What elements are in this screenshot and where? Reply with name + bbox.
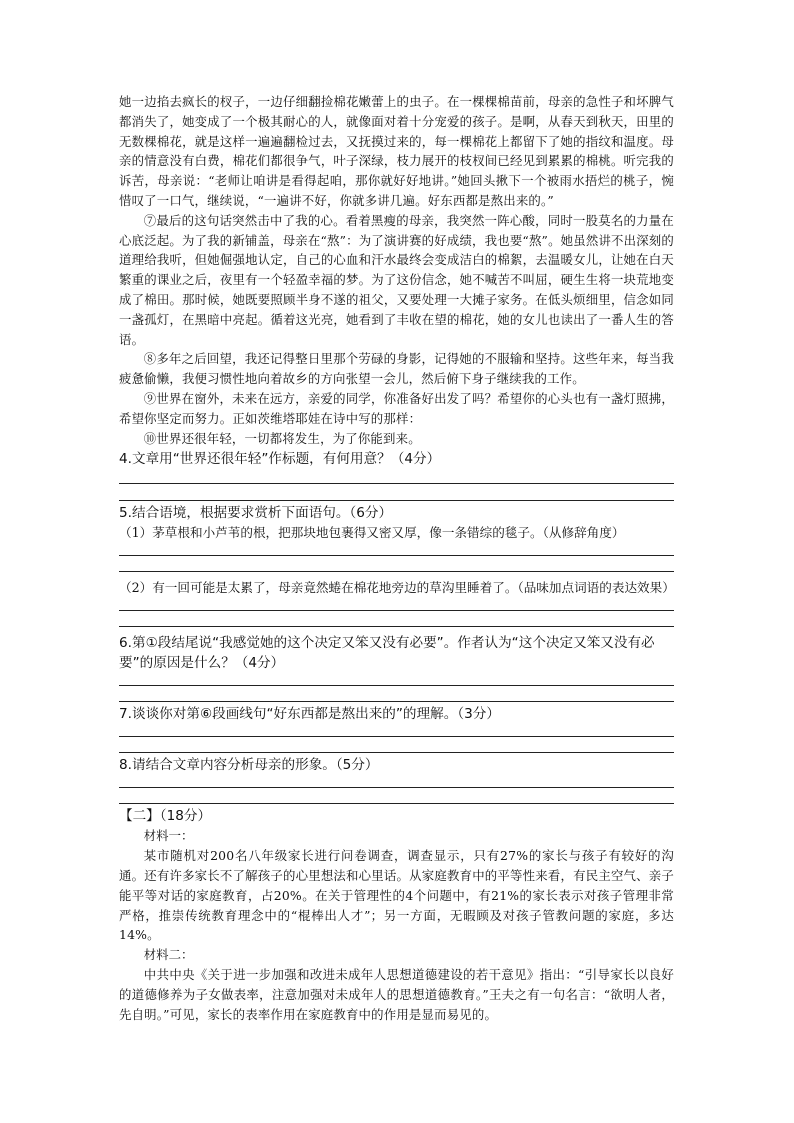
answer-line[interactable]: [119, 626, 674, 627]
material-2-text: 中共中央《关于进一步加强和改进未成年人思想道德建设的若干意见》指出：“引导家长以良好的道德修养为子女做表率，注意加强对未成年人的思想道德教育。”王夫之有一句名言：“欲明人者，先自明。”可见，家长的表率作用在家庭教育中的作用是显而易见的。: [119, 966, 674, 1022]
answer-line[interactable]: [119, 685, 674, 686]
question-5: 5.结合语境，根据要求赏析下面语句。（6分）: [119, 505, 393, 522]
answer-line[interactable]: [119, 555, 674, 556]
answer-line[interactable]: [119, 483, 674, 484]
section-2-header: 【二】（18分）: [119, 808, 212, 825]
answer-line[interactable]: [119, 571, 674, 572]
answer-line[interactable]: [119, 803, 674, 804]
material-2-label: 材料二：: [143, 947, 194, 963]
answer-line[interactable]: [119, 610, 674, 611]
passage-paragraph-6-continued: 她一边掐去疯长的杈子，一边仔细翻捡棉花嫩蕾上的虫子。在一棵棵棉苗前，母亲的急性子和坏脾气都消失了，她变成了一个极其耐心的人，就像面对着十分宠爱的孩子。是啊，从春天到秋天，田里的无数棵棉花，就是这样一遍遍翻检过去，又抚摸过来的，每一棵棉花上都留下了她的指纹和温度。母亲的情意没有白费，棉花们都很争气，叶子深绿，枝力展开的枝杈间已经见到累累的棉桃。听完我的诉苦，母亲说：“老师让咱讲是看得起咱，那你就好好地讲。”她回头揪下一个被雨水捂烂的桃子，惋惜叹了一口气，继续说，“一遍讲不好，你就多讲几遍。好东西都是熬出来的。”: [119, 94, 674, 208]
question-8: 8.请结合文章内容分析母亲的形象。（5分）: [119, 757, 379, 774]
question-5-2: （2）有一回可能是太累了，母亲竟然蜷在棉花地旁边的草沟里睡着了。（品味加点词语的表达效果）: [119, 580, 675, 596]
question-5-1: （1）茅草根和小芦苇的根，把那块地包裹得又密又厚，像一条错综的毯子。（从修辞角度）: [119, 525, 625, 541]
answer-line[interactable]: [119, 752, 674, 753]
question-4: 4.文章用“世界还很年轻”作标题，有何用意？（4分）: [119, 451, 441, 468]
answer-line[interactable]: [119, 500, 674, 501]
passage-paragraph-8: ⑧多年之后回望，我还记得整日里那个劳碌的身影，记得她的不服输和坚持。这些年来，每当我疲惫偷懒，我便习惯性地向着故乡的方向张望一会儿，然后俯下身子继续我的工作。: [119, 351, 674, 387]
question-6: 6.第①段结尾说“我感觉她的这个决定又笨又没有必要”。作者认为“这个决定又笨又没有必要”的原因是什么？（4分）: [119, 635, 655, 672]
material-1-text: 某市随机对200名八年级家长进行问卷调查，调查显示，只有27%的家长与孩子有较好的沟通。还有许多家长不了解孩子的心里想法和心里话。从家庭教育中的平等性来看，有民主空气、亲子能平等对话的家庭教育，占20%。在关于管理性的4个问题中，有21%的家长表示对孩子管理非常严格，推崇传统教育理念中的“棍棒出人才”；另一方面，无暇顾及对孩子管教问题的家庭，多达14%。: [119, 848, 674, 943]
passage-paragraph-9: ⑨世界在窗外，未来在远方，亲爱的同学，你准备好出发了吗？希望你的心头也有一盏灯照拂，希望你坚定而努力。正如茨维塔耶娃在诗中写的那样：: [119, 390, 674, 426]
answer-line[interactable]: [119, 736, 674, 737]
passage-paragraph-10: ⑩世界还很年轻，一切都将发生，为了你能到来。: [143, 430, 421, 446]
material-1-label: 材料一：: [143, 828, 194, 844]
question-7: 7.谈谈你对第⑥段画线句“好东西都是熬出来的”的理解。（3分）: [119, 706, 500, 723]
exam-page: [119, 92, 674, 1024]
answer-line[interactable]: [119, 701, 674, 702]
answer-line[interactable]: [119, 787, 674, 788]
passage-paragraph-7: ⑦最后的这句话突然击中了我的心。看着黑瘦的母亲，我突然一阵心酸，同时一股莫名的力量在心底泛起。为了我的新铺盖，母亲在“熬”：为了演讲赛的好成绩，我也要“熬”。她虽然讲不出深刻的道理给我听，但她倔强地认定，自己的心血和汗水最终会变成洁白的棉絮，去温暖女儿，让她在白天繁重的课业之后，夜里有一个轻盈幸福的梦。为了这份信念，她不喊苦不叫屈，硬生生将一块荒地变成了棉田。那时候，她既要照顾半身不遂的祖父，又要处理一大摊子家务。在低头烦细里，信念如同一盏孤灯，在黑暗中亮起。循着这光亮，她看到了丰收在望的棉花，她的女儿也读出了一番人生的答语。: [119, 212, 674, 347]
